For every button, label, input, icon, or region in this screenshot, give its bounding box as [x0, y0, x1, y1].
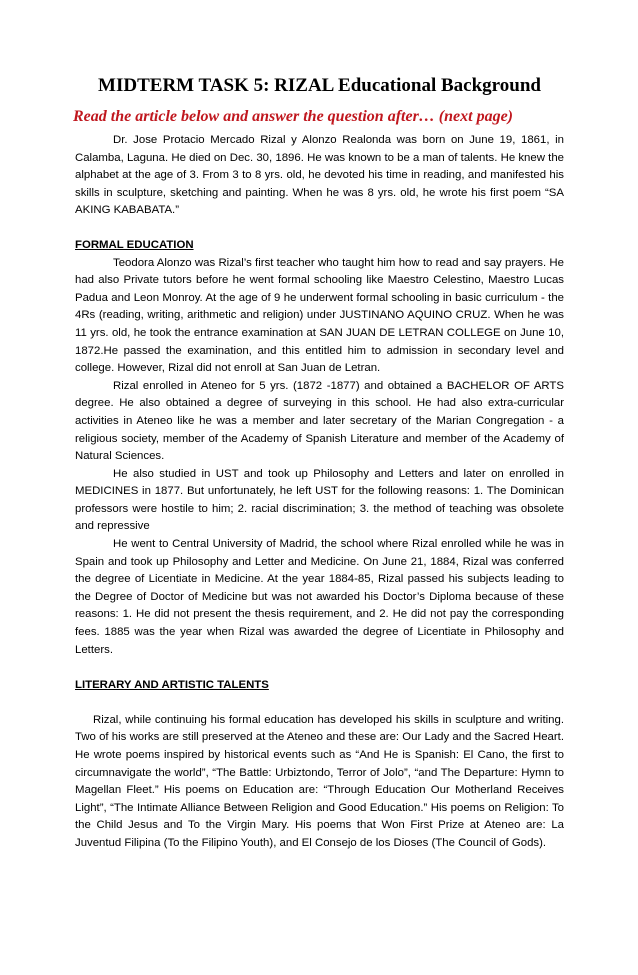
- page-subtitle: Read the article below and answer the question after… (next page): [73, 108, 513, 125]
- document-content: [75, 74, 564, 853]
- page-title: MIDTERM TASK 5: RIZAL Educational Background: [98, 75, 541, 96]
- paragraph: He went to Central University of Madrid, the school where Rizal enrolled while he was in Spain and took up Philosophy and Letter and Medicine. On June 21, 1884, Rizal was conferred the degree of Licentiate in Medicine. At the year 1884-85, Rizal passed his subjects leading to the Degree of Doctor of Medicine but was not awarded his Doctor’s Diploma because of these reasons: 1. He did not present the thesis requirement, and 2. He did not pay the corresponding fees. 1885 was the year when Rizal was awarded the degree of Licentiate in Philosophy and Letters.: [75, 538, 564, 656]
- section-heading-literary-artistic-talents: LITERARY AND ARTISTIC TALENTS: [75, 679, 269, 692]
- section-literary-artistic-talents: [75, 677, 564, 852]
- paragraph: He also studied in UST and took up Philosophy and Letters and later on enrolled in MEDICINES in 1877. But unfortunately, he left UST for the following reasons: 1. The Dominican professors were hostile to him; 2. racial discrimination; 3. the method of teaching was obsolete and repressive: [75, 467, 564, 533]
- paragraph: Teodora Alonzo was Rizal’s first teacher who taught him how to read and say prayers. He had also Private tutors before he went formal schooling like Maestro Celestino, Maestro Lucas Padua and Leon Monroy. At the age of 9 he underwent formal schooling in basic curriculum - the 4Rs (reading, writing, arithmetic and religion) under JUSTINANO AQUINO CRUZ. When he was 11 yrs. old, he took the entrance examination at SAN JUAN DE LETRAN COLLEGE on June 10, 1872.He passed the examination, and this entitled him to admission in secondary level and college. However, Rizal did not enroll at San Juan de Letran.: [75, 256, 564, 375]
- intro-paragraph: Dr. Jose Protacio Mercado Rizal y Alonzo Realonda was born on June 19, 1861, in Calamba, Laguna. He died on Dec. 30, 1896. He was known to be a man of talents. He knew the alphabet at the age of 3. From 3 to 8 yrs. old, he devoted his time in reading, and manifested his skills in sculpture, sketching and painting. When he was 8 yrs. old, he wrote his first poem “SA AKING KABABATA.”: [75, 134, 564, 217]
- paragraph: Rizal, while continuing his formal education has developed his skills in sculpture and writing. Two of his works are still preserved at the Ateneo and these are: Our Lady and the Sacred Heart. He wrote poems inspired by historical events such as “And He is Spanish: El Cano, the first to circumnavigate the world”, “The Battle: Urbiztondo, Terror of Jolo”, “and The Departure: Hymn to Magellan Fleet.” His poems on Education are: “Through Education Our Motherland Receives Light”, “The Intimate Alliance Between Religion and Good Education.” His poems on Religion: To the Child Jesus and To the Virgin Mary. His poems that Won First Prize at Ateneo are: La Juventud Filipina (To the Filipino Youth), and El Consejo de los Dioses (The Council of Gods).: [75, 713, 564, 849]
- section-heading-formal-education: FORMAL EDUCATION: [75, 238, 194, 251]
- paragraph: Rizal enrolled in Ateneo for 5 yrs. (1872 -1877) and obtained a BACHELOR OF ARTS degree. He also obtained a degree of surveying in this school. He had also extra-curricular activities in Ateneo like he was a member and later secretary of the Marian Congregation - a religious society, member of the Academy of Spanish Literature and member of the Academy of Natural Sciences.: [75, 379, 564, 463]
- section-formal-education: [75, 237, 564, 659]
